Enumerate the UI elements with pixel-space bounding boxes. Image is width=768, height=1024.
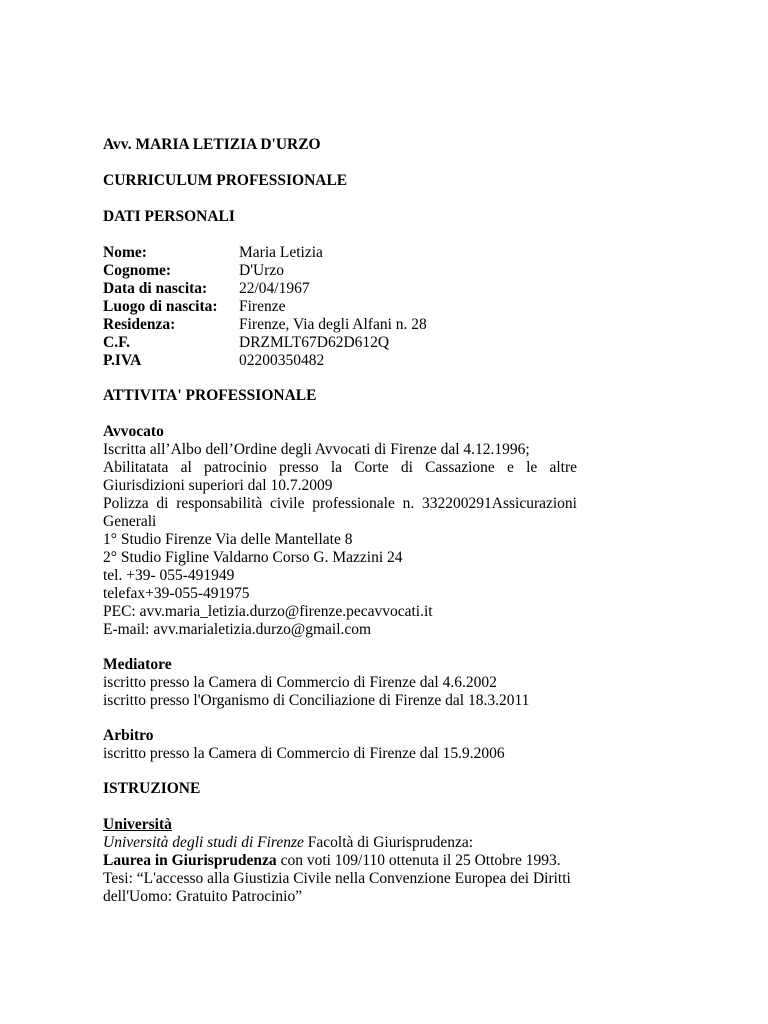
- document-page: [103, 136, 577, 906]
- mediatore-line: iscritto presso la Camera di Commercio di Firenze dal 4.6.2002: [103, 674, 497, 691]
- avvocato-section: [103, 423, 577, 639]
- lawyer-name: Avv. MARIA LETIZIA D'URZO: [103, 136, 321, 153]
- avvocato-line: 2° Studio Figline Valdarno Corso G. Mazzini 24: [103, 549, 403, 566]
- thesis-line: Tesi: “L'accesso alla Giustizia Civile nella Convenzione Europea dei Diritti dell'Uomo: Gratuito Patrocinio”: [103, 870, 571, 905]
- personal-value: Firenze: [239, 298, 286, 315]
- personal-label: P.IVA: [103, 352, 142, 369]
- personal-row-cognome: [103, 262, 427, 280]
- avvocato-line: telefax+39-055-491975: [103, 585, 250, 602]
- mediatore-line: iscritto presso l'Organismo di Conciliazione di Firenze dal 18.3.2011: [103, 692, 530, 709]
- pec-address: PEC: avv.maria_letizia.durzo@firenze.pecavvocati.it: [103, 603, 433, 620]
- university-name: Università degli studi di Firenze: [103, 834, 304, 851]
- personal-row-data-nascita: [103, 280, 427, 298]
- personal-value: 02200350482: [239, 352, 325, 369]
- personal-value: 22/04/1967: [239, 280, 310, 297]
- personal-row-luogo-nascita: [103, 298, 427, 316]
- personal-row-piva: [103, 352, 427, 370]
- avvocato-line: Abilitatata al patrocinio presso la Corte di Cassazione e le altre Giurisdizioni superiori dal 10.7.2009: [103, 459, 577, 494]
- avvocato-line: tel. +39- 055-491949: [103, 567, 235, 584]
- personal-value: D'Urzo: [239, 262, 284, 279]
- universita-section: [103, 816, 577, 906]
- faculty-name: Facoltà di Giurisprudenza:: [303, 834, 474, 851]
- personal-value: Maria Letizia: [239, 244, 323, 261]
- personal-data-table: [103, 244, 427, 370]
- personal-row-residenza: [103, 316, 427, 334]
- cv-title: CURRICULUM PROFESSIONALE: [103, 172, 348, 189]
- arbitro-title: Arbitro: [103, 727, 154, 744]
- degree-details: con voti 109/110 ottenuta il 25 Ottobre 1993.: [276, 852, 561, 869]
- avvocato-title: Avvocato: [103, 423, 164, 440]
- personal-value: Firenze, Via degli Alfani n. 28: [239, 316, 427, 333]
- personal-label: Luogo di nascita:: [103, 298, 218, 315]
- universita-line: [103, 834, 577, 852]
- personal-label: C.F.: [103, 334, 130, 351]
- personal-value: DRZMLT67D62D612Q: [239, 334, 390, 351]
- mediatore-title: Mediatore: [103, 656, 172, 673]
- personal-label: Nome:: [103, 244, 147, 261]
- avvocato-line: Polizza di responsabilità civile professionale n. 332200291Assicurazioni Generali: [103, 495, 577, 530]
- personal-label: Residenza:: [103, 316, 176, 333]
- education-heading: ISTRUZIONE: [103, 780, 201, 797]
- email-address: E-mail: avv.marialetizia.durzo@gmail.com: [103, 621, 372, 638]
- arbitro-line: iscritto presso la Camera di Commercio di Firenze dal 15.9.2006: [103, 745, 505, 762]
- avvocato-line: Iscritta all’Albo dell’Ordine degli Avvocati di Firenze dal 4.12.1996;: [103, 441, 530, 458]
- personal-data-heading: DATI PERSONALI: [103, 208, 235, 225]
- avvocato-line: 1° Studio Firenze Via delle Mantellate 8: [103, 531, 353, 548]
- activity-heading: ATTIVITA' PROFESSIONALE: [103, 387, 317, 404]
- arbitro-section: [103, 727, 577, 763]
- personal-row-cf: [103, 334, 427, 352]
- personal-row-nome: [103, 244, 427, 262]
- universita-title: Università: [103, 816, 172, 833]
- personal-label: Data di nascita:: [103, 280, 208, 297]
- degree-title: Laurea in Giurisprudenza: [103, 852, 277, 869]
- mediatore-section: [103, 656, 577, 710]
- personal-label: Cognome:: [103, 262, 172, 279]
- degree-line: [103, 852, 577, 870]
